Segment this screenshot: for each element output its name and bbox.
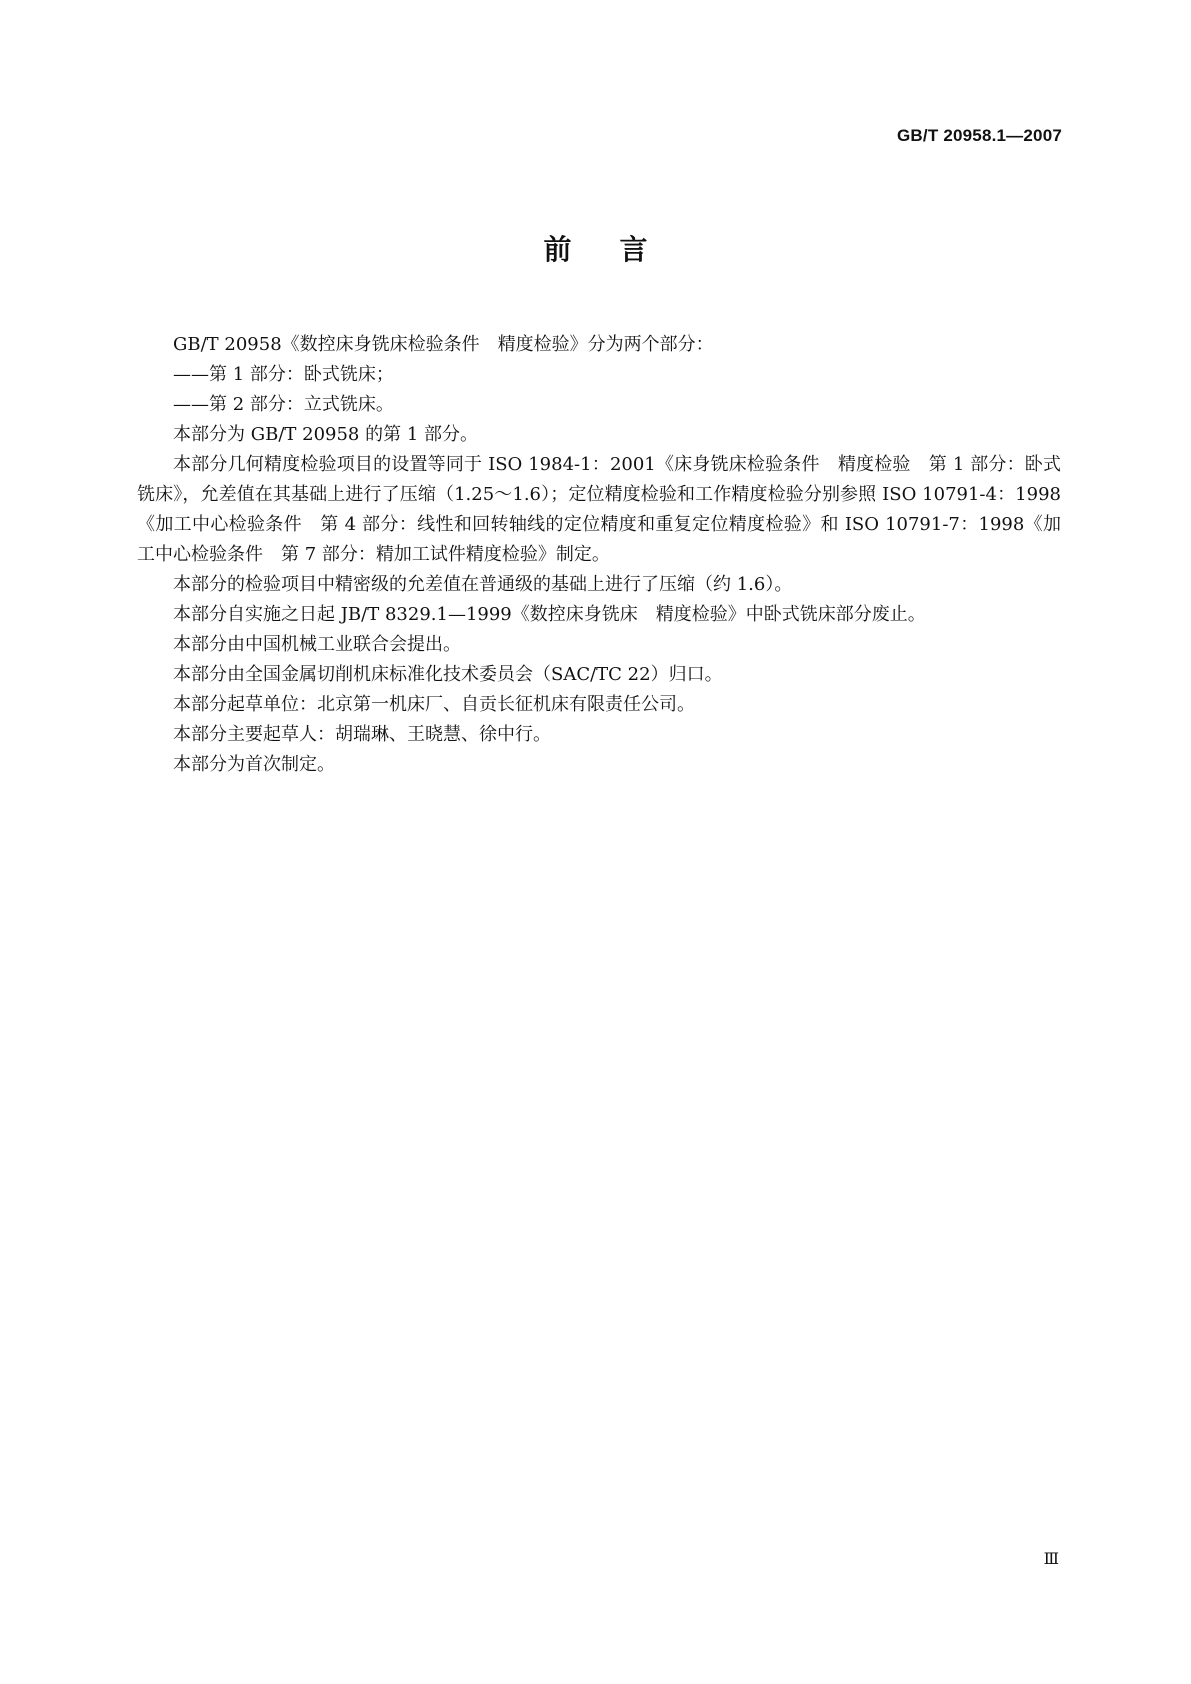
paragraph-drafters: 本部分主要起草人：胡瑞琳、王晓慧、徐中行。 (173, 724, 551, 745)
page-number: Ⅲ (1043, 1549, 1059, 1568)
paragraph-references: 本部分几何精度检验项目的设置等同于 ISO 1984-1：2001《床身铣床检验条件 精度检验 第 1 部分：卧式铣床》，允差值在其基础上进行了压缩（1.25～1.6）；定位精度检验和工作精度检验分别参照 ISO 10791-4：1998《加工中心检验条件 第 4 部分：线性和回转轴线的定位精度和重复定位精度检验》和 ISO 10791-7：1998《加工中心检验条件 第 7 部分：精加工试件精度检验》制定。 (137, 454, 1061, 565)
paragraph-first-edition: 本部分为首次制定。 (173, 754, 335, 775)
paragraph-supersedes: 本部分自实施之日起 JB/T 8329.1—1999《数控床身铣床 精度检验》中卧式铣床部分废止。 (173, 604, 926, 625)
paragraph-drafting-units: 本部分起草单位：北京第一机床厂、自贡长征机床有限责任公司。 (173, 694, 695, 715)
paragraph-scope: 本部分为 GB/T 20958 的第 1 部分。 (173, 424, 478, 445)
paragraph-technical-committee: 本部分由全国金属切削机床标准化技术委员会（SAC/TC 22）归口。 (173, 664, 723, 685)
foreword-body (137, 330, 1061, 780)
page-title: 前言 (543, 233, 696, 266)
paragraph-proposed-by: 本部分由中国机械工业联合会提出。 (173, 634, 461, 655)
list-item-part-1: ——第 1 部分：卧式铣床； (173, 364, 394, 385)
paragraph-tolerance: 本部分的检验项目中精密级的允差值在普通级的基础上进行了压缩（约 1.6）。 (173, 574, 793, 595)
list-item-part-2: ——第 2 部分：立式铣床。 (173, 394, 394, 415)
paragraph-intro: GB/T 20958《数控床身铣床检验条件 精度检验》分为两个部分： (173, 334, 714, 355)
standard-number: GB/T 20958.1—2007 (897, 126, 1062, 145)
